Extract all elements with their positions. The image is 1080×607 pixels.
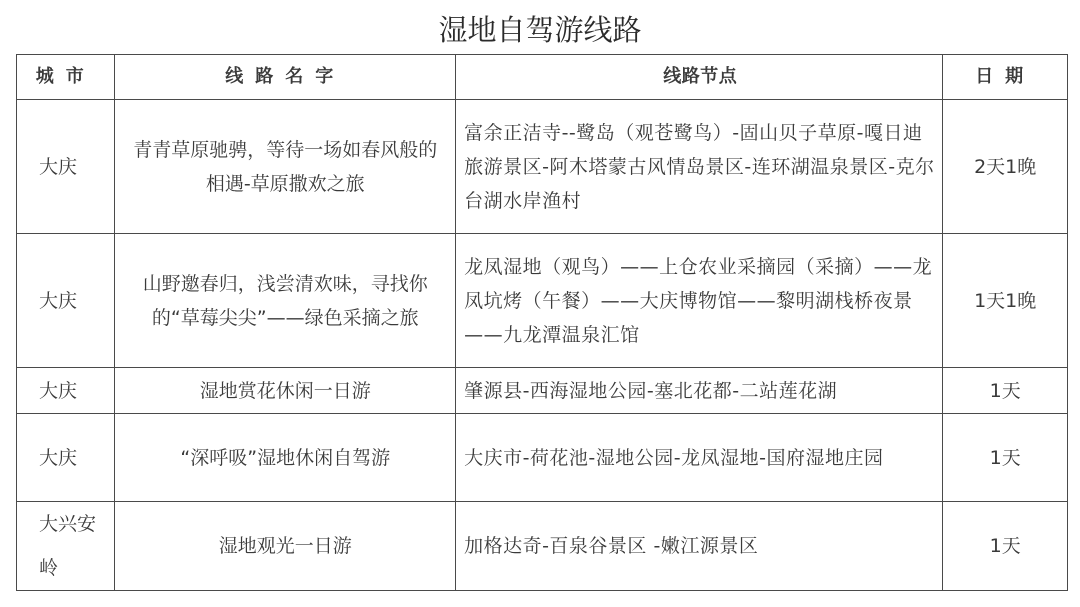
table-row xyxy=(17,414,1068,502)
cell-city: 大庆 xyxy=(17,368,115,414)
cell-days: 1天1晚 xyxy=(943,234,1068,368)
cell-city: 大庆 xyxy=(17,414,115,502)
header-days: 日期 xyxy=(943,55,1068,100)
cell-route-nodes: 肇源县-西海湿地公园-塞北花都-二站莲花湖 xyxy=(456,368,943,414)
table-row xyxy=(17,100,1068,234)
cell-city: 大庆 xyxy=(17,100,115,234)
table-row xyxy=(17,502,1068,591)
cell-route-nodes: 龙凤湿地（观鸟）——上仓农业采摘园（采摘）——龙凤坑烤（午餐）——大庆博物馆——黎明湖栈桥夜景——九龙潭温泉汇馆 xyxy=(456,234,943,368)
cell-route-name: 湿地赏花休闲一日游 xyxy=(115,368,456,414)
cell-route-name: 青青草原驰骋，等待一场如春风般的相遇-草原撒欢之旅 xyxy=(115,100,456,234)
header-route-nodes: 线路节点 xyxy=(456,55,943,100)
route-table xyxy=(16,54,1068,591)
table-row xyxy=(17,368,1068,414)
cell-route-name: 山野邀春归，浅尝清欢味，寻找你的“草莓尖尖”——绿色采摘之旅 xyxy=(115,234,456,368)
cell-days: 2天1晚 xyxy=(943,100,1068,234)
cell-days: 1天 xyxy=(943,368,1068,414)
header-route-name: 线路名字 xyxy=(115,55,456,100)
cell-route-nodes: 大庆市-荷花池-湿地公园-龙凤湿地-国府湿地庄园 xyxy=(456,414,943,502)
table-header-row xyxy=(17,55,1068,100)
cell-days: 1天 xyxy=(943,414,1068,502)
cell-days: 1天 xyxy=(943,502,1068,591)
cell-city: 大兴安岭 xyxy=(17,502,115,591)
header-city: 城市 xyxy=(17,55,115,100)
page-title: 湿地自驾游线路 xyxy=(438,13,642,47)
cell-route-nodes: 加格达奇-百泉谷景区 -嫩江源景区 xyxy=(456,502,943,591)
cell-city: 大庆 xyxy=(17,234,115,368)
table-row xyxy=(17,234,1068,368)
cell-route-name: “深呼吸”湿地休闲自驾游 xyxy=(115,414,456,502)
cell-route-nodes: 富余正洁寺--鹭岛（观苍鹭鸟）-固山贝子草原-嘎日迪旅游景区-阿木塔蒙古风情岛景区-连环湖温泉景区-克尔台湖水岸渔村 xyxy=(456,100,943,234)
cell-route-name: 湿地观光一日游 xyxy=(115,502,456,591)
